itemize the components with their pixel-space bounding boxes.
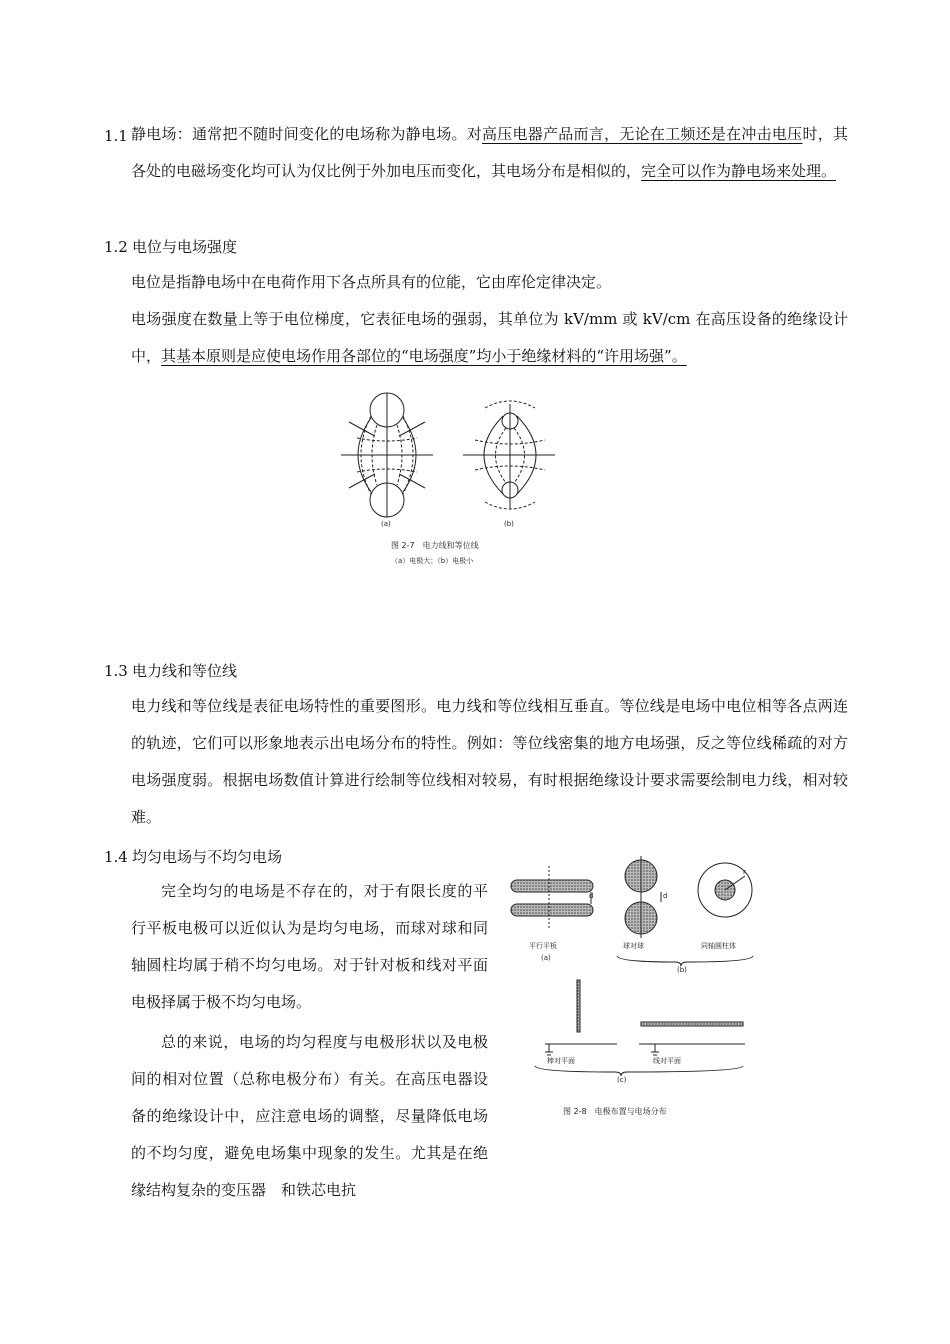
figure-2-7-caption: 图 2-7 电力线和等位线 bbox=[391, 541, 479, 550]
plate-lower bbox=[511, 904, 593, 916]
figure-2-8-label-c: (c) bbox=[617, 1076, 627, 1084]
wire-electrode bbox=[641, 1022, 743, 1026]
plate-upper bbox=[511, 880, 593, 892]
figure-2-8-label-coax: 同轴圆柱体 bbox=[701, 942, 736, 950]
figure-2-8 bbox=[505, 852, 765, 1132]
underline-electrostatic: 完全可以作为静电场来处理。 bbox=[641, 162, 837, 180]
figure-2-7-drawing bbox=[335, 388, 555, 518]
section-1-3-title: 电力线和等位线 bbox=[132, 662, 238, 680]
figure-2-8-label-plate: 平行平板 bbox=[529, 942, 557, 950]
section-1-2-p1: 电位是指静电场中在电荷作用下各点所具有的位能，它由库伦定律决定。 bbox=[131, 273, 612, 291]
figure-2-8-label-a: (a) bbox=[541, 954, 551, 962]
figure-2-8-label-d-spheres: d bbox=[663, 892, 668, 900]
section-1-2-title: 电位与电场强度 bbox=[132, 238, 238, 256]
figure-2-8-drawing bbox=[505, 852, 765, 1082]
section-1-3-paragraph: 电力线和等位线是表征电场特性的重要图形。电力线和等位线相互垂直。等位线是电场中电位相等各点两连的轨迹，它们可以形象地表示出电场分布的特性。例如：等位线密集的地方电场强，反之等位线稀疏的对方电场强度弱。根据电场数值计算进行绘制等位线相对较易，有时根据绝缘设计要求需要绘制电力线，相对较难。 bbox=[131, 697, 848, 826]
section-1-4-title: 均匀电场与不均匀电场 bbox=[132, 848, 283, 866]
section-1-1-paragraph: 静电场：通常把不随时间变化的电场称为静电场。对高压电器产品而言，无论在工频还是在冲击电压时，其各处的电磁场变化均可认为仅比例于外加电压而变化，其电场分布是相似的，完全可以作为静电场来处理。 bbox=[131, 125, 848, 180]
figure-2-7-label-a: (a) bbox=[381, 520, 391, 528]
figure-2-8-label-wire: 线对平面 bbox=[653, 1057, 681, 1065]
section-1-1-number: 1.1 bbox=[104, 127, 128, 145]
figure-2-8-label-d-plates: d bbox=[589, 892, 594, 900]
section-1-2-p2: 电场强度在数量上等于电位梯度，它表征电场的强弱，其单位为 kV/mm 或 kV/cm 在高压设备的绝缘设计中，其基本原则是应使电场作用各部位的“电场强度”均小于绝缘材料的“许用场强”。 bbox=[131, 310, 848, 365]
underline-design-principle: 其基本原则是应使电场作用各部位的“电场强度”均小于绝缘材料的“许用场强”。 bbox=[161, 347, 687, 365]
figure-2-8-label-b: (b) bbox=[677, 966, 687, 974]
figure-2-7-subcaption: （a）电极大；（b）电极小 bbox=[391, 557, 474, 565]
underline-high-voltage: 高压电器产品而言，无论在工频还是在冲击电压 bbox=[481, 125, 803, 143]
figure-2-8-caption: 图 2-8 电极布置与电场分布 bbox=[563, 1107, 667, 1116]
section-1-4-p1: 完全均匀的电场是不存在的，对于有限长度的平行平板电极可以近似认为是均匀电场，而球对球和同轴圆柱均属于稍不均匀电场。对于针对板和线对平面电极择属于极不均匀电场。 bbox=[131, 882, 488, 1011]
figure-2-8-label-sphere: 球对球 bbox=[623, 942, 644, 950]
figure-2-8-label-r: r bbox=[743, 868, 746, 876]
section-1-4-heading: 1.4 均匀电场与不均匀电场 bbox=[104, 848, 283, 866]
figure-2-7 bbox=[335, 388, 555, 588]
section-1-2-heading: 1.2 电位与电场强度 bbox=[104, 238, 238, 256]
section-1-3-heading: 1.3 电力线和等位线 bbox=[104, 662, 238, 680]
section-1-4-p2: 总的来说，电场的均匀程度与电极形状以及电极间的相对位置（总称电极分布）有关。在高压电器设备的绝缘设计中，应注意电场的调整，尽量降低电场的不均匀度，避免电场集中现象的发生。尤其是在绝缘结构复杂的变压器 和铁芯电抗 bbox=[131, 1033, 488, 1199]
figure-2-8-label-needle: 棒对平面 bbox=[547, 1057, 575, 1065]
figure-2-7-label-b: (b) bbox=[504, 520, 514, 528]
needle-electrode bbox=[577, 980, 580, 1032]
